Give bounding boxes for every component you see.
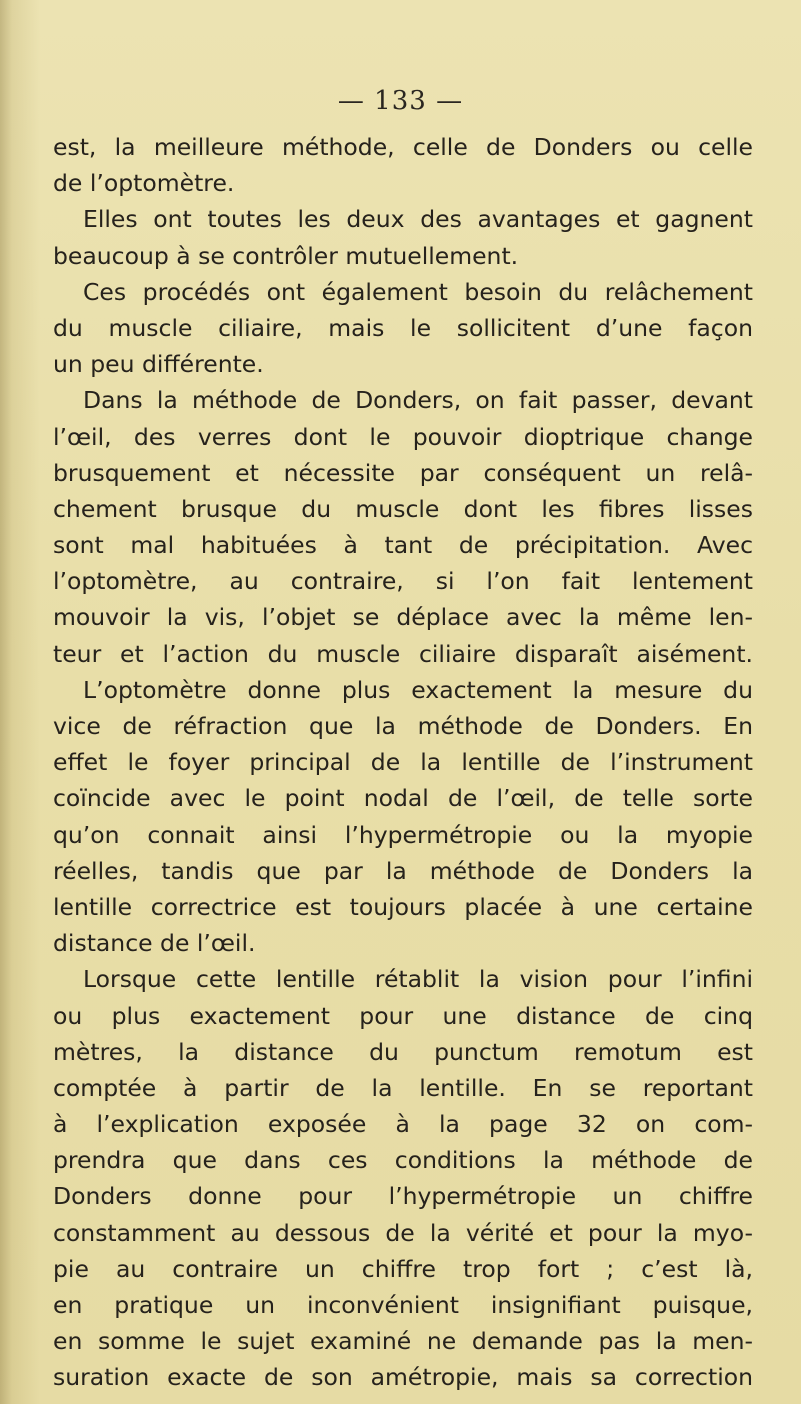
- text-line: mouvoir la vis, l’objet se déplace avec la même len-: [53, 603, 753, 632]
- text-line: en pratique un inconvénient insignifiant puisque,: [53, 1291, 753, 1319]
- text-line: lentille correctrice est toujours placée à une certaine: [53, 892, 753, 921]
- text-line: teur et l’action du muscle ciliaire disparaît aisément.: [53, 639, 753, 668]
- text-line: l’optomètre, au contraire, si l’on fait lentement: [53, 567, 753, 596]
- text-line: ou plus exactement pour une distance de cinq: [53, 1001, 753, 1030]
- text-line: Elles ont toutes les deux des avantages et gagnent: [83, 205, 753, 234]
- text-line: l’œil, des verres dont le pouvoir dioptrique change: [53, 422, 753, 451]
- text-line: pie au contraire un chiffre trop fort ; c’est là,: [53, 1254, 753, 1283]
- text-line: brusquement et nécessite par conséquent un relâ-: [53, 458, 753, 487]
- text-line: sont mal habituées à tant de précipitation. Avec: [53, 531, 753, 560]
- text-line: effet le foyer principal de la lentille de l’instrument: [53, 748, 753, 777]
- text-line: chement brusque du muscle dont les fibres lisses: [53, 494, 753, 523]
- text-line: prendra que dans ces conditions la méthode de: [53, 1146, 753, 1175]
- text-line: Lorsque cette lentille rétablit la vision pour l’infini: [83, 965, 753, 994]
- text-line: comptée à partir de la lentille. En se reportant: [53, 1073, 753, 1102]
- body-text: [53, 129, 753, 1396]
- text-line: Ces procédés ont également besoin du relâchement: [83, 277, 753, 306]
- text-line: de l’optomètre.: [53, 169, 235, 198]
- text-line: mètres, la distance du punctum remotum est: [53, 1037, 753, 1066]
- text-line: constamment au dessous de la vérité et pour la myo-: [53, 1218, 753, 1247]
- text-line: L’optomètre donne plus exactement la mesure du: [83, 675, 753, 704]
- text-line: du muscle ciliaire, mais le sollicitent d’une façon: [53, 313, 753, 342]
- text-line: qu’on connait ainsi l’hypermétropie ou la myopie: [53, 820, 753, 849]
- text-line: suration exacte de son amétropie, mais sa correction: [53, 1363, 753, 1392]
- text-line: beaucoup à se contrôler mutuellement.: [53, 241, 519, 270]
- page-number: — 133 —: [337, 86, 464, 116]
- text-line: en somme le sujet examiné ne demande pas la men-: [53, 1327, 753, 1356]
- text-line: Dans la méthode de Donders, on fait passer, devant: [83, 386, 753, 415]
- text-line: réelles, tandis que par la méthode de Donders la: [53, 856, 753, 885]
- text-line: est, la meilleure méthode, celle de Donders ou celle: [53, 133, 753, 161]
- text-line: coïncide avec le point nodal de l’œil, de telle sorte: [53, 784, 753, 813]
- text-line: vice de réfraction que la méthode de Donders. En: [53, 712, 753, 740]
- text-line: Donders donne pour l’hypermétropie un chiffre: [53, 1182, 753, 1211]
- text-line: à l’explication exposée à la page 32 on com-: [53, 1110, 753, 1139]
- text-line: un peu différente.: [53, 350, 264, 379]
- text-line: distance de l’œil.: [53, 929, 256, 958]
